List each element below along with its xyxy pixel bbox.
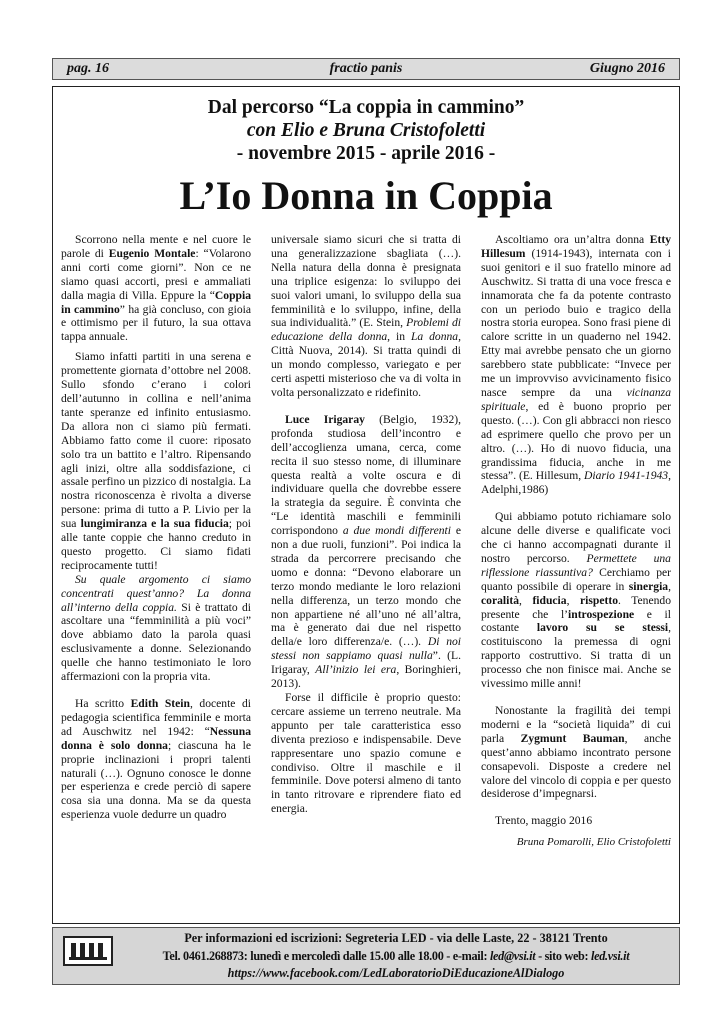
text: , (519, 593, 533, 607)
paragraph (61, 350, 251, 573)
text: : “Volarono anni corti come giorni”. Non ce ne siamo quasi accorti, presi e ammaliati dalla magia di Villa. Eppure la “ (61, 246, 251, 302)
facebook-link[interactable]: https://www.facebook.com/LedLaboratorioDiEducazioneAlDialogo (227, 966, 565, 980)
text: ; ciascuna ha le proprie inclinazioni i propri talenti naturali (…). Ognuno conosce le donne per esperienza e crede perciò di sapere cosa sia una donna. Ma se da questa esperienza vuole dedurre un quadro (61, 738, 251, 822)
text: ” ha già concluso, con gioia e ottimismo per il futuro, la sua ottava tappa annuale. (61, 302, 251, 344)
text: , (566, 593, 581, 607)
text-italic: La donna (410, 330, 459, 344)
text: e il costante (481, 607, 671, 635)
text: e non a due ruoli, funzioni”. Poi indica la strada da percorrere precisando che uomo e donna: “Devono elaborare un terzo mondo mediante le loro relazioni nella differenza, un terzo mondo che non appartiene né all’uno né all’altra, ma è generato dai due nel rispetto della/e loro differenza/e. (…). (271, 524, 461, 649)
text-bold: Eugenio Montale (108, 246, 196, 260)
publication-name: fractio panis (329, 61, 403, 76)
paragraph (481, 233, 671, 497)
paragraph (271, 233, 461, 400)
text-italic: a due mondi differenti (342, 524, 452, 538)
page-header (52, 58, 680, 80)
text-bold: introspezione (568, 607, 635, 621)
footer-contact-line (117, 949, 675, 964)
text-italic: Su quale argomento ci siamo concentrati quest’anno? La donna all’interno della coppia. (61, 572, 251, 614)
subtitle-authors-text: con Elio e Bruna Cristofoletti (246, 120, 486, 141)
text: Nonostante la fragilità dei tempi moderni e la “società liquida” di cui parla (481, 704, 671, 745)
paragraph (271, 413, 461, 691)
article-title: L’Io Donna in Coppia (179, 173, 553, 218)
text: universale siamo sicuri che si tratta di una generalizzazione sbagliata (…). Nella natura della donna è presignata una triplice esigenza: lo sviluppo dei suoi valori umani, lo sviluppo della sua femminilità e lo sviluppo, infine, della sua individualità.” (E. Stein, (271, 233, 461, 330)
text-italic: Problemi di educazione della donna (271, 316, 461, 344)
text-bold: lavoro su se stessi (536, 621, 669, 635)
place-date: Trento, maggio 2016 (495, 814, 593, 828)
signature: Bruna Pomarolli, Elio Cristofoletti (516, 836, 671, 849)
article-frame (52, 86, 680, 924)
text-bold: Etty Hillesum (481, 233, 671, 260)
text-bold: rispetto (580, 593, 619, 607)
text: , ed è buono proprio per questo. (…). Con gli abbracci non riesco ad esprimere quello che provo per un altro. (…). Ho di nuovo fiducia, una grandissima fiducia, anche in me stessa”. (E. Hillesum, (481, 399, 671, 483)
text-bold: fiducia (532, 593, 567, 607)
paragraph (61, 697, 251, 822)
text: Cerchiamo per quanto possibile di operare in (481, 565, 671, 593)
column-2 (271, 233, 461, 913)
text: , anche quest’anno abbiamo incontrato persone consapevoli. Disposte a credere nel valore del vincolo di coppia e per questo desiderose d’impegnarsi. (481, 731, 671, 801)
text: , Adelphi,1986) (481, 469, 671, 497)
paragraph (61, 573, 251, 684)
text: , Boringhieri, 2013). (271, 663, 461, 691)
text: , in (387, 330, 411, 344)
subtitle-authors (53, 120, 679, 142)
text-bold: Luce Irigaray (285, 412, 365, 426)
text: , (668, 579, 671, 593)
text: (1914-1943), internata con i suoi genitori e il suo fratello minore ad Auschwitz. Si tratta di una voce fresca e innamorata che fa da potente contrasto con un periodo buio e tragico della nostra storia europea. Sono frasi piene di calore scritte in un quaderno nel 1942. Etty mai avrebbe pensato che un giorno sarebbero state pubblicate: “Invece per me un improvviso avvicinamento fisico nasce sempre da una (481, 246, 671, 399)
text: Ha scritto (75, 697, 131, 710)
text-bold: Zygmunt Bauman (520, 731, 625, 745)
text: . Tenendo presente che l’ (481, 593, 671, 621)
text-bold: Nessuna donna è solo donna (61, 724, 251, 752)
text: , docente di pedagogia scientifica femminile e morta ad Auschwitz nel 1942: “ (61, 697, 251, 738)
text-bold: Edith Stein (130, 697, 190, 710)
text: , Città Nuova, 2014). Si tratta quindi di un mondo complesso, variegato e per certi aspetti misterioso che va di volta in volta personalizzato e ridefinito. (271, 330, 461, 399)
text: ; poi alle tante coppie che hanno creduto in questo progetto. Ci siamo fidati reciprocamente tutti! (61, 517, 251, 572)
subtitle-course: Dal percorso “La coppia in cammino” (207, 97, 525, 118)
text: , costituiscono la premessa di ogni rapporto costruttivo. Si tratta di un processo che non finisce mai. Anche se vivessimo mille anni! (481, 621, 671, 691)
text: Qui abbiamo potuto richiamare solo alcune delle diverse e qualificate voci che ci hanno accompagnati durante il nostro percorso. (481, 510, 671, 565)
paragraph (481, 704, 671, 801)
paragraph (61, 233, 251, 344)
text: Ascoltiamo ora un’altra donna (495, 233, 650, 246)
text-italic: vicinanza spirituale (481, 385, 671, 413)
text-italic: Diario 1941-1943 (584, 469, 669, 483)
subtitle-period: - novembre 2015 - aprile 2016 - (236, 143, 496, 164)
text: Siamo infatti partiti in una serena e promettente giornata d’ottobre nel 2008. Sullo sfondo c’erano i colori dell’autunno in collina e nell’anima tante speranze ed infinito entusiasmo. Da allora non ci siamo più fermati. Abbiamo fatto come il cuore: riposato solo tra un battito e l’altro. Ripensando agli inizi, oltre alla soddisfazione, ci assale perfino un pizzico di nostalgia. La nostra riconoscenza è rivolta a diverse persone: prima di tutto a P. Livio per la sua (61, 350, 251, 531)
text-bold: lungimiranza e la sua fiducia (80, 517, 229, 531)
column-3 (481, 233, 671, 913)
text-italic: Permettete una riflessione riassuntiva? (481, 551, 671, 579)
text: Scorrono nella mente e nel cuore le parole di (61, 233, 251, 260)
text-bold: Coppia in cammino (61, 288, 251, 316)
text-bold: sinergia (628, 579, 669, 593)
led-logo-icon (63, 936, 113, 966)
paragraph: Forse il difficile è proprio questo: cercare assieme un terreno neutrale. Ma appunto per tale caratteristica esso diventa prezioso e indispensabile. Deve rappresentare uno spazio comune e condiviso. Oltre il maschile e il femminile. Dove potersi almeno di tanto in tanto ritrovare e riprendere fiato ed energia. (271, 691, 461, 816)
text: ”. (L. Irigaray, (271, 649, 461, 677)
text-bold: coralità (481, 593, 519, 607)
email-link[interactable]: led@vsi.it (489, 949, 536, 963)
footer-info-line: Per informazioni ed iscrizioni: Segreteria LED - via delle Laste, 22 - 38121 Trento (184, 931, 608, 945)
text: (Belgio, 1932), profonda studiosa dell’incontro e dell’accoglienza umana, cerca, come recita il suo stesso nome, di illuminare questa realtà a volte oscura e di individuare quella che dovrebbe essere la strategia da seguire. È convinta che “Le identità maschili e femminili corrispondono (271, 412, 461, 538)
text: Tel. 0461.268873: lunedì e mercoledì dalle 15.00 alle 18.00 - e-mail: (162, 949, 490, 963)
page-number: pag. 16 (67, 61, 109, 76)
text-italic: All’inizio lei era (315, 663, 397, 677)
text: - sito web: (535, 949, 592, 963)
paragraph (481, 510, 671, 691)
text: Si è trattato di ascoltare una “femminilità a più voci” dove abbiamo dato la parola quasi esclusivamente a donne. Selezionando quelle che hanno testimoniato le loro affermazioni con la propria vita. (61, 600, 251, 684)
column-1 (61, 233, 251, 913)
text-italic: Di noi stessi non sappiamo quasi nulla (271, 635, 461, 663)
page-footer (52, 927, 680, 985)
website-link[interactable]: led.vsi.it (591, 949, 630, 963)
issue-date: Giugno 2016 (589, 61, 665, 76)
